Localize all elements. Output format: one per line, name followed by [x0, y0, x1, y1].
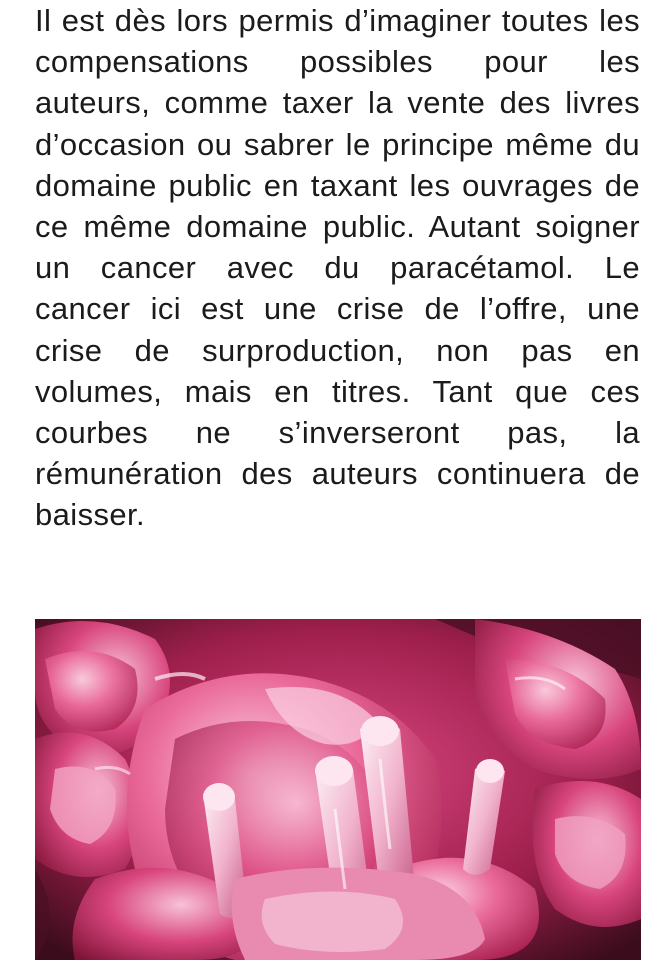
pink-sculpture-illustration — [35, 619, 641, 960]
article-paragraph: Il est dès lors permis d’imaginer toutes les compensations possibles pour les auteurs, comme taxer la vente des livres d’occasion ou sabrer le principe même du domaine public en taxant les ouvrages de ce même domaine public. Autant soigner un cancer avec du paracétamol. Le cancer ici est une crise de l’offre, une crise de surproduction, non pas en volumes, mais en titres. Tant que ces courbes ne s’inverseront pas, la rémunération des auteurs continuera de baisser. — [35, 3, 640, 533]
article-photo — [35, 619, 641, 960]
